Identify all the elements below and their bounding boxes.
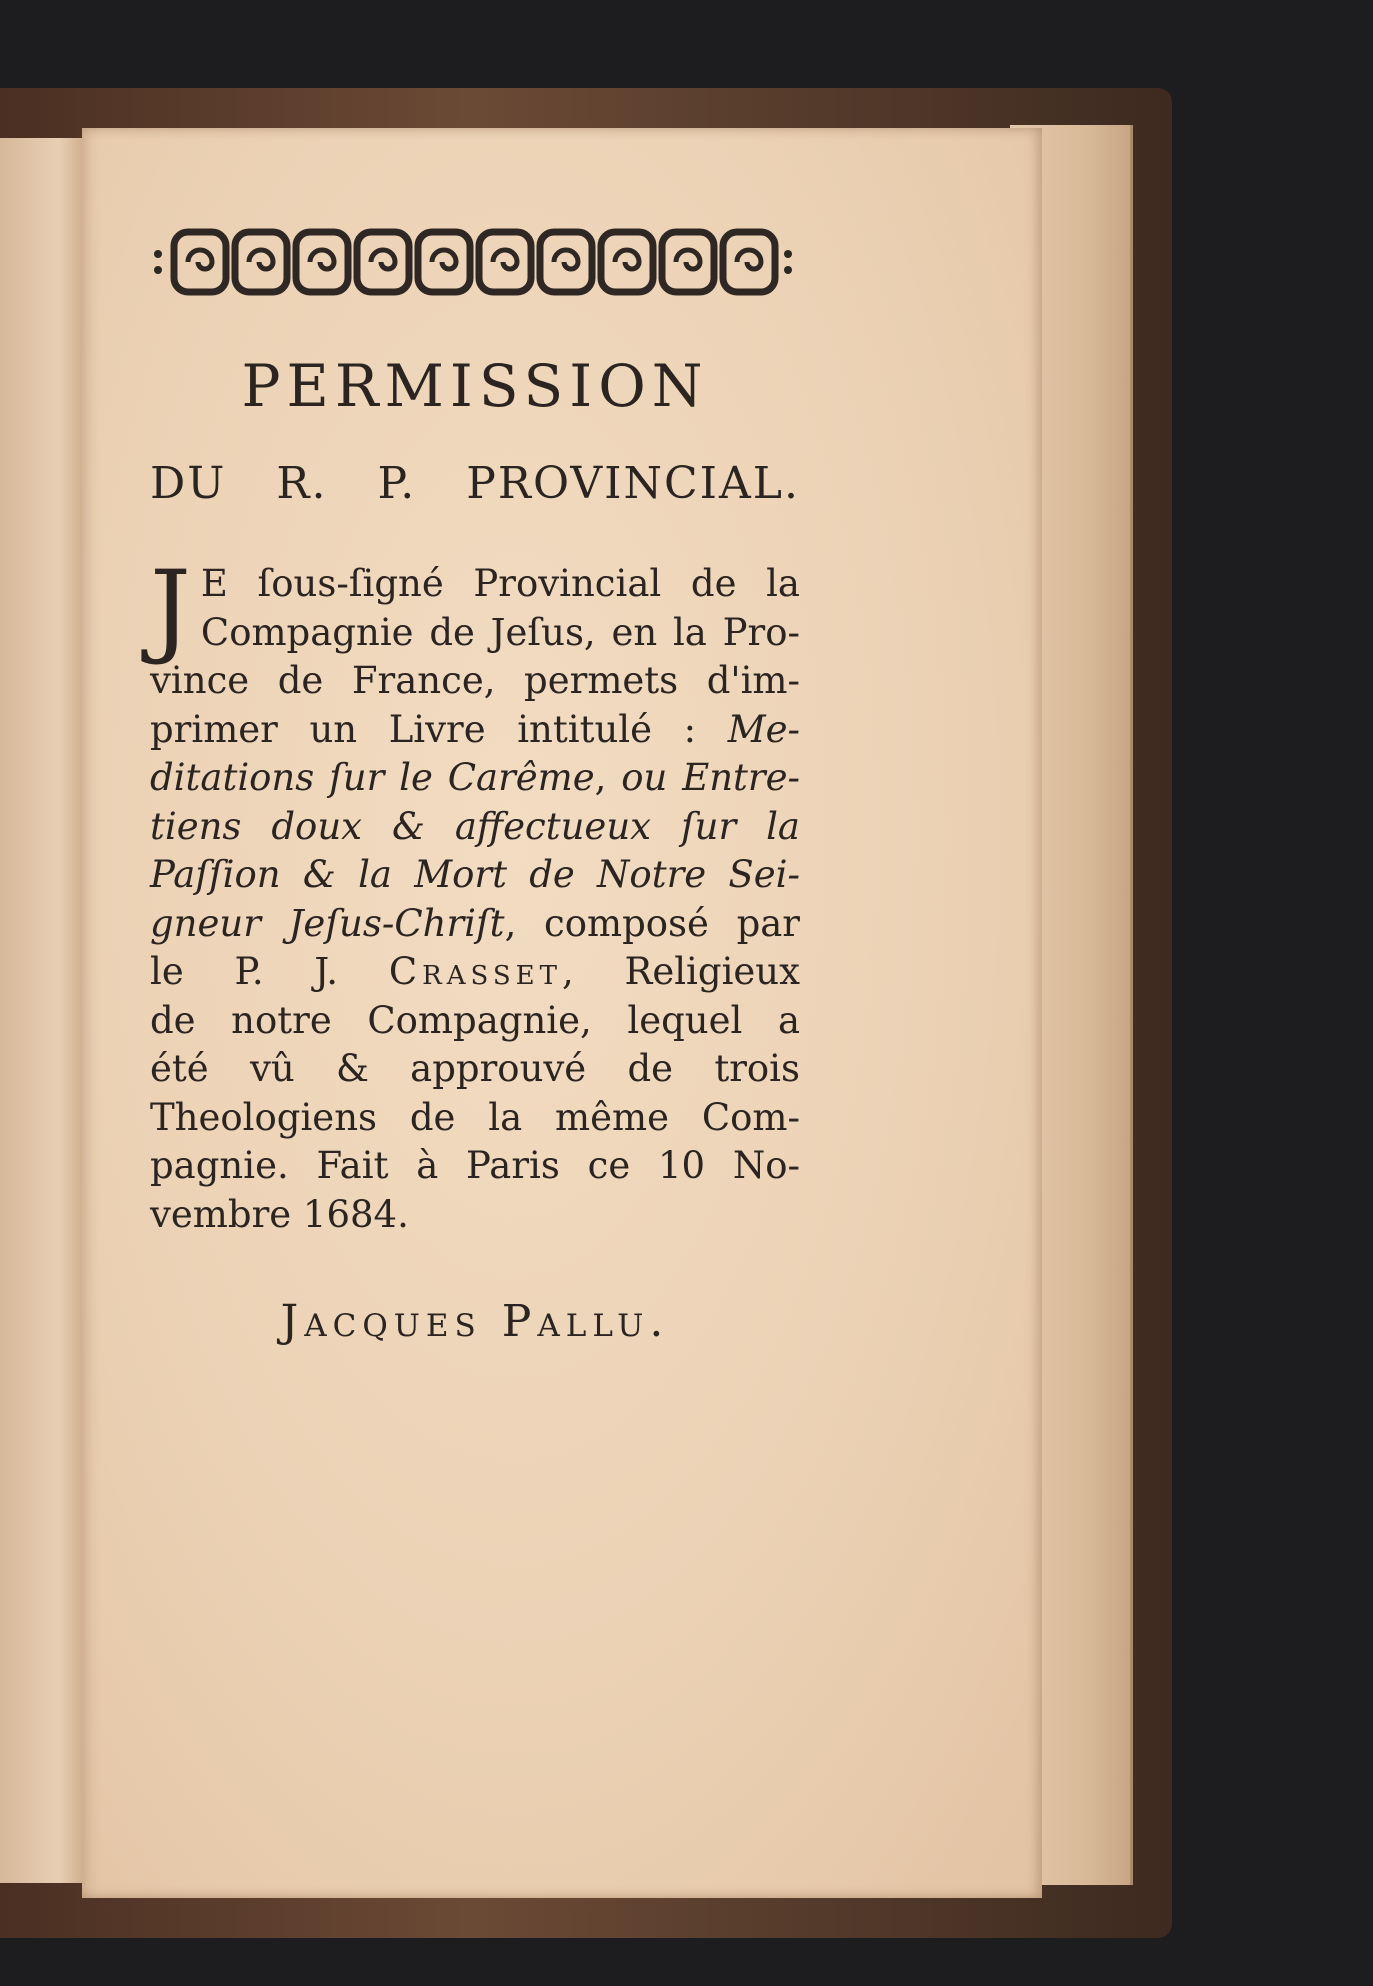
- line-fragment: pagnie. Fait à Paris ce 10 No-: [150, 1144, 800, 1187]
- body-line: [150, 900, 800, 949]
- body-line: [150, 851, 800, 900]
- ornament-scroll: [188, 250, 212, 269]
- body-line: [150, 1142, 800, 1191]
- line-fragment: le P. J.: [150, 950, 389, 993]
- ornament-scroll: [310, 250, 334, 269]
- line-fragment: primer un Livre intitulé :: [150, 707, 728, 751]
- ornament-scroll: [615, 250, 639, 269]
- page-subtitle: DU R. P. PROVINCIAL.: [150, 458, 800, 509]
- ornament-scroll: [554, 250, 578, 269]
- body-line: [150, 706, 800, 755]
- line-fragment: vince de France, permets d'im-: [150, 659, 800, 702]
- line-fragment: ou Entre-: [621, 756, 800, 799]
- ornament-scroll: [676, 250, 700, 269]
- left-page-edge: [0, 138, 86, 1883]
- line-fragment: ,: [594, 756, 622, 799]
- drop-capital: J: [150, 549, 191, 668]
- body-line: [150, 657, 800, 706]
- line-fragment: Compagnie de Jeſus, en la Pro-: [200, 610, 800, 654]
- page-title: PERMISSION: [241, 352, 709, 420]
- ornament-scroll: [371, 250, 395, 269]
- body-line: [150, 609, 800, 658]
- signature: Jacques Pallu.: [280, 1296, 670, 1347]
- body-lines: [150, 549, 800, 1239]
- body-line: [150, 803, 800, 852]
- body-line: [150, 560, 800, 609]
- line-fragment: ditations ſur le Carême: [150, 756, 595, 799]
- ornament-scroll: [432, 250, 456, 269]
- ornament-scroll: [493, 250, 517, 269]
- permission-body: [150, 549, 800, 1239]
- body-line: [150, 997, 800, 1046]
- ornamental-headpiece: [152, 224, 794, 300]
- ornament-scroll: [249, 250, 273, 269]
- line-fragment: , Religieux: [561, 950, 800, 993]
- line-fragment: tiens doux & affectueux ſur la: [150, 804, 800, 848]
- line-fragment: Me-: [727, 707, 800, 751]
- body-line: [150, 754, 800, 803]
- line-fragment: gneur Jeſus-Chriſt: [150, 901, 505, 945]
- line-fragment: E ſous-ſigné Provincial de la: [200, 562, 800, 605]
- ornament-scroll: [737, 250, 761, 269]
- body-line: [150, 1094, 800, 1143]
- body-line: [150, 1045, 800, 1094]
- line-fragment: Paſſion & la Mort de Notre Sei-: [150, 853, 800, 896]
- line-fragment: été vû & approuvé de trois: [150, 1047, 800, 1090]
- line-fragment: Crasset: [388, 950, 562, 993]
- body-line: [150, 1191, 800, 1240]
- line-fragment: , composé par: [504, 901, 800, 945]
- body-line: [150, 948, 800, 997]
- line-fragment: de notre Compagnie, lequel a: [150, 998, 800, 1042]
- line-fragment: vembre 1684.: [150, 1192, 409, 1236]
- line-fragment: Theologiens de la même Com-: [150, 1095, 800, 1139]
